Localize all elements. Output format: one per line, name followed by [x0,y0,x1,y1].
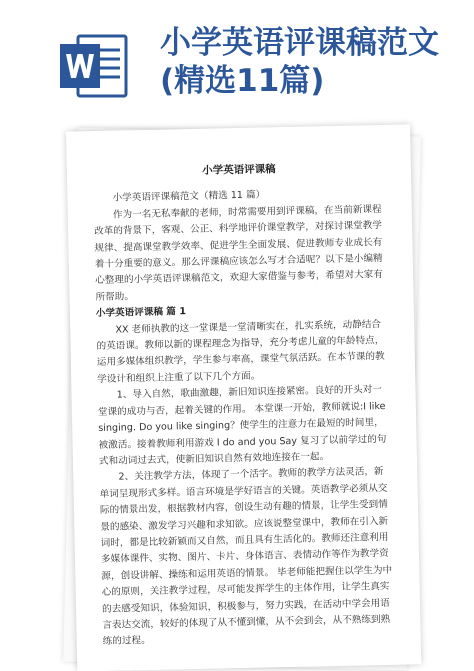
section-heading: 小学英语评课稿 篇 1 [95,306,187,320]
document-content [93,159,395,651]
page-title: 小学英语评课稿范文(精选11篇) [160,25,439,99]
page-header [0,0,474,118]
document-paragraph: 1、导入自然，歌曲激趣，新旧知识连接紧密。良好的开头对一堂课的成功与否，起着关键的作用。 本堂课一开始，教师就说:I like singing. Do you like singing？使学生的注意力在最短的时间里，被激活。接着教师利用游戏 I do and you Say 复习了以前学过的句式和动词过去式，使新旧知识自然有效地连接在一起。 [97,384,387,467]
document-paragraph: 小学英语评课稿范文（精选 11 篇） [112,189,266,205]
document-paragraph: 2、关注教学方法，体现了一个活字。教师的教学方法灵活，新单词呈现形式多样。语言环境是学好语言的关键。英语教学必须从交际的情景出发，根据教材内容，创设生动有趣的情景，让学生受到情景的感染、激发学习兴趣和求知欲。应该说整堂课中，教师在引入新词时，都是比较新颖而又自然，而且具有生活化的。教师还注意利用多媒体课件、实物、图片、卡片、身体语言、表情动作等作为教学资源，创设讲解、操练和运用英语的情景。 毕老师能把握住以学生为中心的原则，关注教学过程，尽可能发挥学生的主体作用，让学生真实的去感受知识，体验知识，积极参与，努力实践，在活动中学会用语言表达交流，较好的体现了从不懂到懂，从不会到会，从不熟练到熟练的过程。 [99,466,393,648]
document-paragraph: 作为一名无私奉献的老师，时常需要用到评课稿，在当前新课程改革的背景下，客观、公正、科学地评价课堂教学，对探讨课堂教学规律、提高课堂教学效率、促进学生全面发展、促进教师专业成长有着十分重要的意义。那么评课稿应该怎么写才合适呢？以下是小编精心整理的小学英语评课稿范文，欢迎大家借鉴与参考，希望对大家有所帮助。 [94,203,384,303]
document-page [66,124,421,671]
document-title: 小学英语评课稿 [202,163,276,177]
document-paragraph: XX 老师执教的这一堂课是一堂清晰实在，扎实系统，动静结合的英语课。教师以新的课程理念为指导，充分考虑儿童的年龄特点，运用多媒体组织教学，学生参与率高，课堂气氛活跃。在本节课的教学设计和组织上注重了以下几个方面。 [96,318,385,385]
word-document-icon [58,30,130,102]
